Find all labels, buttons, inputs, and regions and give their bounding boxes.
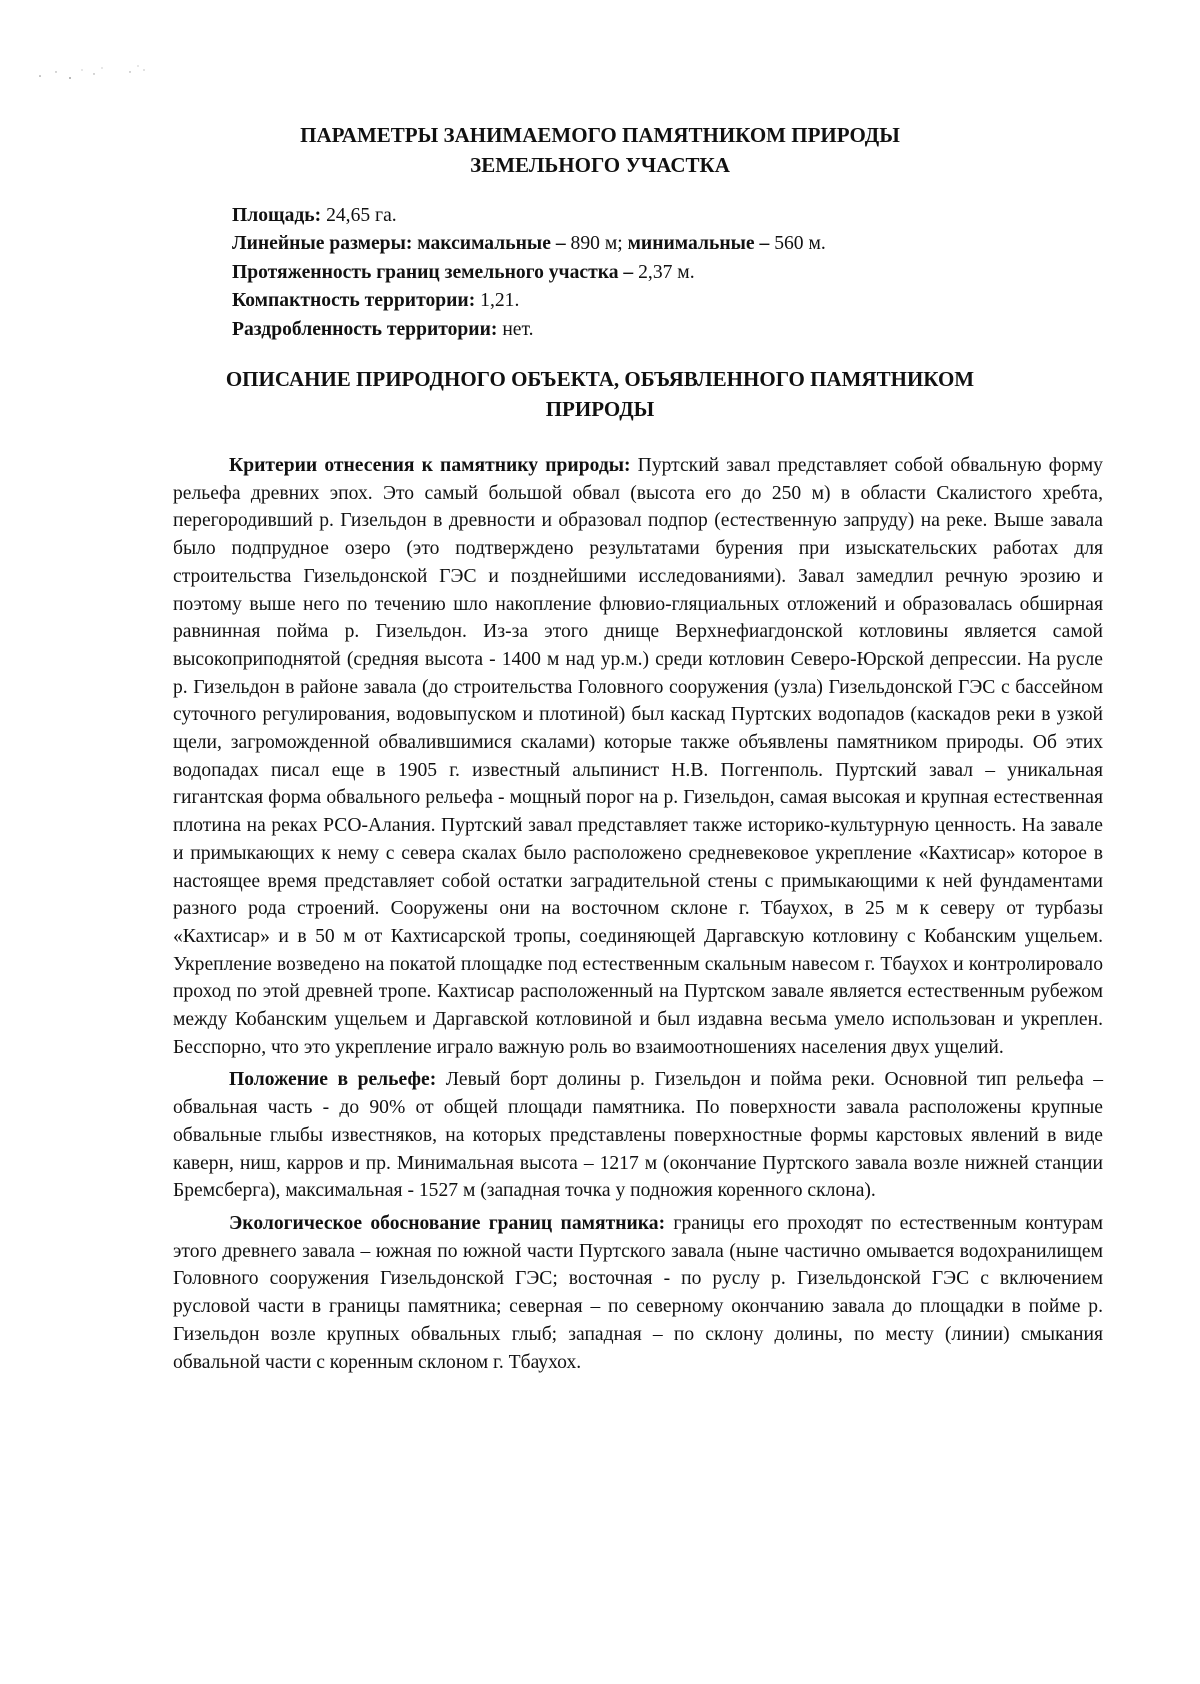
param-label: минимальные – bbox=[627, 233, 770, 255]
param-boundary-length bbox=[232, 259, 1092, 287]
param-label: Площадь: bbox=[232, 205, 322, 226]
param-value: 2,37 м. bbox=[633, 261, 695, 283]
section-title-line: ПАРАМЕТРЫ ЗАНИМАЕМОГО ПАМЯТНИКОМ ПРИРОДЫ bbox=[300, 123, 900, 147]
paragraph-label: Положение в рельефе: bbox=[229, 1069, 437, 1091]
param-fragmentation bbox=[232, 316, 1092, 344]
paragraph-text: Левый борт долины р. Гизельдон и пойма реки. Основной тип рельефа – обвальная часть - до 90% от общей площади памятника. По поверхности завала расположены крупные обвальные глыбы известняков, на которых представлены поверхностные формы карстовых явлений в виде каверн, ниш, карров и пр. Минимальная высота – 1217 м (окончание Пуртского завала возле нижней станции Бремсберга), максимальная - 1527 м (западная точка у подножия коренного склона). bbox=[173, 1069, 1103, 1202]
param-label: Компактность территории: bbox=[232, 290, 476, 312]
param-label: Линейные размеры: максимальные – bbox=[232, 233, 566, 255]
scan-artifact-dots bbox=[30, 58, 160, 88]
description-body bbox=[173, 452, 1103, 1376]
paragraph-ecological-justification bbox=[173, 1210, 1103, 1376]
param-value: нет. bbox=[497, 318, 534, 340]
section-title-description bbox=[150, 364, 1050, 424]
param-value: 24,65 га. bbox=[321, 205, 397, 226]
param-value: 560 м. bbox=[769, 233, 826, 255]
paragraph-text: границы его проходят по естественным контурам этого древнего завала – южная по южной части Пуртского завала (ныне частично омывается водохранилищем Головного сооружения Гизельдонской ГЭС; восточная - по руслу р. Гизельдонской ГЭС с включением русловой части в границы памятника; северная – по северному окончанию завала до площадки в пойме р. Гизельдон возле крупных обвальных глыб; западная – по склону долины, по месту (линии) смыкания обвальной части с коренным склоном г. Тбаухох. bbox=[173, 1212, 1103, 1373]
param-area bbox=[232, 202, 1092, 230]
section-title-line: ОПИСАНИЕ ПРИРОДНОГО ОБЪЕКТА, ОБЪЯВЛЕННОГО ПАМЯТНИКОМ bbox=[225, 367, 975, 391]
paragraph-label: Критерии отнесения к памятнику природы: bbox=[229, 455, 631, 476]
paragraph-criteria bbox=[173, 452, 1103, 1061]
paragraph-label: Экологическое обоснование границ памятника: bbox=[229, 1212, 666, 1234]
param-linear-sizes bbox=[232, 230, 1092, 258]
param-label: Протяженность границ земельного участка – bbox=[232, 261, 634, 283]
section-title-line: ПРИРОДЫ bbox=[545, 397, 655, 421]
param-value: 890 м; bbox=[565, 233, 628, 255]
param-value: 1,21. bbox=[475, 290, 520, 312]
param-label: Раздробленность территории: bbox=[232, 318, 498, 340]
param-compactness bbox=[232, 287, 1092, 315]
section-title-line: ЗЕМЕЛЬНОГО УЧАСТКА bbox=[470, 153, 730, 177]
section-title-parameters bbox=[150, 120, 1050, 180]
paragraph-relief bbox=[173, 1066, 1103, 1205]
parameters-list bbox=[232, 202, 1092, 344]
paragraph-text: Пуртский завал представляет собой обвальную форму рельефа древних эпох. Это самый большой обвал (высота его до 250 м) в области Скалистого хребта, перегородивший р. Гизельдон в древности и образовал подпор (естественную запруду) на реке. Выше завала было подпрудное озеро (это подтверждено результатами бурения при изыскательских работах для строительства Гизельдонской ГЭС и позднейшими исследованиями). Завал замедлил речную эрозию и поэтому выше него по течению шло накопление флювио-гляциальных отложений и образовалась обширная равнинная пойма р. Гизельдон. Из-за этого днище Верхнефиагдонской котловины является самой высокоприподнятой (средняя высота - 1400 м над ур.м.) среди котловин Северо-Юрской депрессии. На русле р. Гизельдон в районе завала (до строительства Головного сооружения (узла) Гизельдонской ГЭС с бассейном суточного регулирования, водовыпуском и плотиной) был каскад Пуртских водопадов (каскадов реки в узкой щели, загроможденной обвалившимися скалами) которые также объявлены памятником природы. Об этих водопадах писал еще в 1905 г. известный альпинист Н.В. Поггенполь. Пуртский завал – уникальная гигантская форма обвального рельефа - мощный порог на р. Гизельдон, самая высокая и крупная естественная плотина на реках РСО-Алания. Пуртский завал представляет также историко-культурную ценность. На завале и примыкающих к нему с севера скалах было расположено средневековое укрепление «Кахтисар» которое в настоящее время представляет собой остатки заградительной стены с примыкающими к ней фундаментами разного рода строений. Сооружены они на восточном склоне г. Тбаухох, в 25 м к северу от турбазы «Кахтисар» и в 50 м от Кахтисарской тропы, соединяющей Даргавскую котловину с Кобанским ущельем. Укрепление возведено на покатой площадке под естественным скальным навесом г. Тбаухох и контролировало проход по этой древней тропе. Кахтисар расположенный на Пуртском завале является естественным рубежом между Кобанским ущельем и Даргавской котловиной и был издавна весьма умело использован и укреплен. Бесспорно, что это укрепление играло важную роль во взаимоотношениях населения двух ущелий. bbox=[173, 455, 1103, 1058]
